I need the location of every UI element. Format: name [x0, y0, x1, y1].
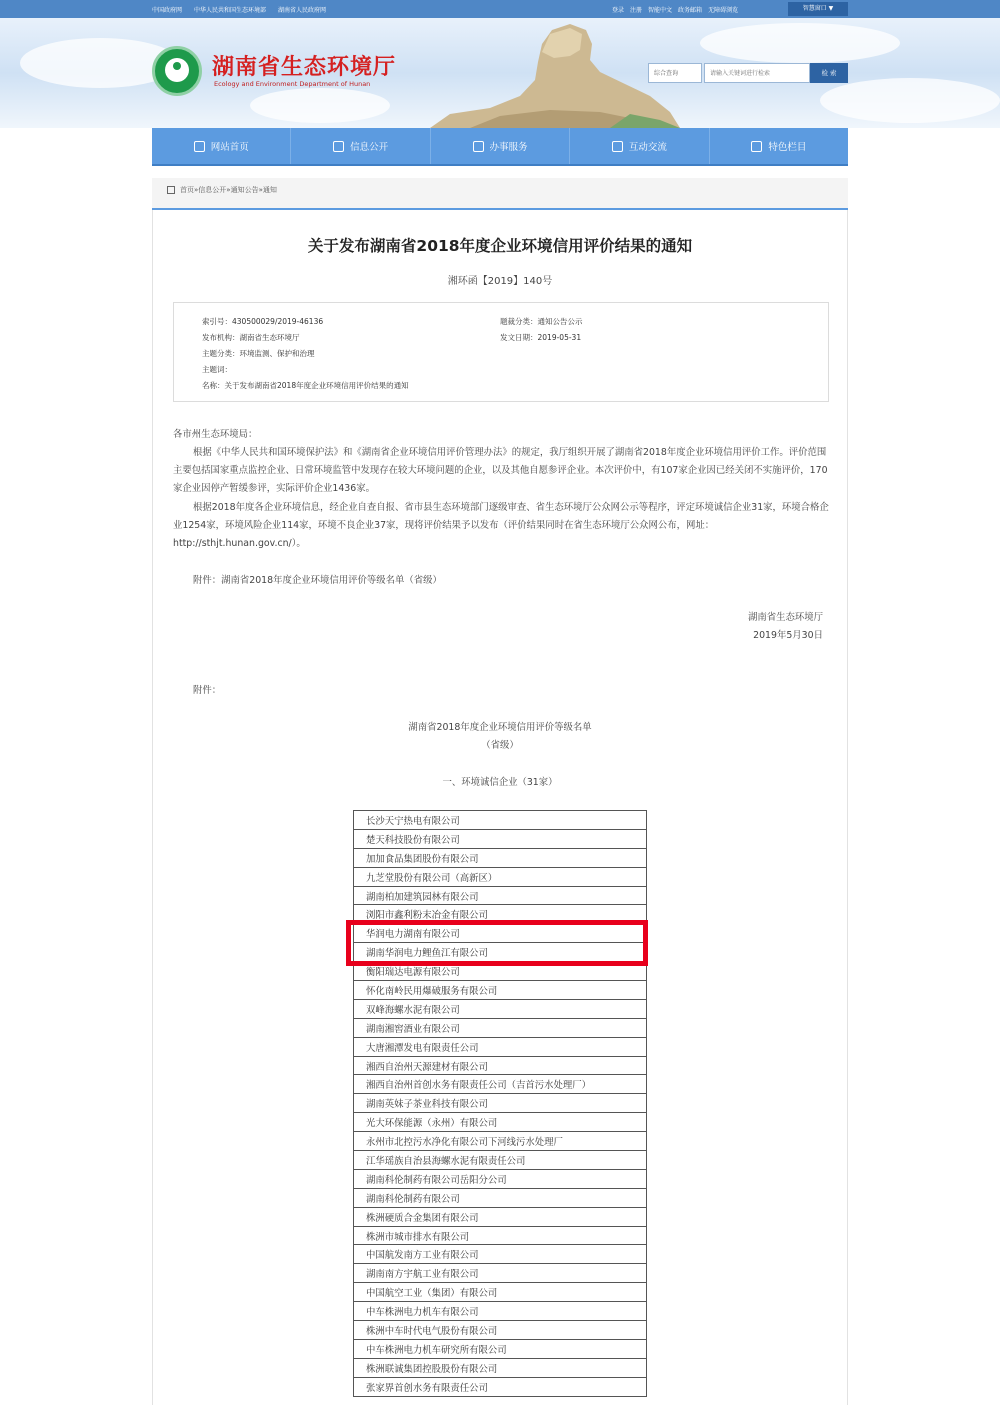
company-name: 湖南华润电力鲤鱼江有限公司	[354, 943, 647, 962]
company-name: 中车株洲电力机车有限公司	[354, 1302, 647, 1321]
nav-item-label: 互动交流	[628, 142, 667, 153]
search-scope-select[interactable]: 综合查询	[648, 63, 702, 83]
top-link[interactable]: 智能中文	[648, 7, 673, 14]
info-icon	[333, 141, 344, 152]
top-link[interactable]: 无障碍浏览	[708, 7, 739, 14]
table-row	[354, 1075, 647, 1094]
top-link[interactable]: 中国政府网	[152, 7, 183, 14]
salutation: 各市州生态环境局：	[173, 429, 258, 440]
company-name: 光大环保能源（永州）有限公司	[354, 1113, 647, 1132]
table-row	[354, 1283, 647, 1302]
home-icon[interactable]	[167, 186, 175, 194]
company-name: 浏阳市鑫利粉末冶金有限公司	[354, 905, 647, 924]
doc-number: 湘环函【2019】140号	[447, 276, 553, 287]
article-meta-box	[173, 302, 829, 402]
paragraph-2: 根据2018年度各企业环境信息，经企业自查自报、省市县生态环境部门逐级审查、省生态环境厅公众网公示等程序，评定环境诚信企业31家，环境合格企业1254家，环境风险企业114家，环境不良企业37家，现将评价结果予以发布（评价结果同时在省生态环境厅公众网公布，网址：http://sthjt.hunan.gov.cn/）。	[173, 502, 829, 549]
article-container	[152, 210, 848, 1405]
top-links-left	[152, 5, 326, 14]
table-row	[354, 1188, 647, 1207]
top-link[interactable]: 湖南省人民政府网	[278, 7, 327, 14]
table-row	[354, 1207, 647, 1226]
nav-item[interactable]	[152, 128, 291, 164]
top-link[interactable]: 登录	[612, 7, 625, 14]
table-row	[354, 1358, 647, 1377]
company-name: 湘西自治州天源建材有限公司	[354, 1056, 647, 1075]
company-name: 大唐湘潭发电有限责任公司	[354, 1037, 647, 1056]
table-row	[354, 1132, 647, 1151]
chat-icon	[612, 141, 623, 152]
company-name: 楚天科技股份有限公司	[354, 829, 647, 848]
company-name: 株洲中车时代电气股份有限公司	[354, 1321, 647, 1340]
table-row	[354, 848, 647, 867]
top-bar	[0, 0, 1000, 18]
table-row	[354, 1056, 647, 1075]
paragraph-1: 根据《中华人民共和国环境保护法》和《湖南省企业环境信用评价管理办法》的规定，我厅组织开展了湖南省2018年度企业环境信用评价工作。评价范围主要包括国家重点监控企业、日常环境监管中发现存在较大环境问题的企业，以及其他自愿参评企业。本次评价中，有107家企业因已经关闭不实施评价，170家企业因停产暂缓参评，实际评价企业1436家。	[173, 447, 828, 494]
table-row	[354, 811, 647, 830]
company-table	[353, 810, 647, 1397]
nav-item[interactable]	[431, 128, 570, 164]
list-title: 湖南省2018年度企业环境信用评价等级名单	[408, 722, 592, 733]
statue-banner-image	[430, 22, 680, 128]
table-row	[354, 829, 647, 848]
company-name: 湖南南方宇航工业有限公司	[354, 1264, 647, 1283]
company-name: 株洲市城市排水有限公司	[354, 1226, 647, 1245]
attachment-label: 附件：	[193, 685, 222, 696]
company-name: 九芝堂股份有限公司（高新区）	[354, 867, 647, 886]
company-name: 湖南英妹子茶业科技有限公司	[354, 1094, 647, 1113]
company-name: 株洲硬质合金集团有限公司	[354, 1207, 647, 1226]
nav-item[interactable]	[710, 128, 848, 164]
star-icon	[751, 141, 762, 152]
site-subtitle: Ecology and Environment Department of Hunan	[214, 80, 371, 88]
nav-item-label: 办事服务	[489, 142, 528, 153]
company-name: 华润电力湖南有限公司	[354, 924, 647, 943]
nav-item[interactable]	[291, 128, 430, 164]
company-name: 江华瑶族自治县海螺水泥有限责任公司	[354, 1151, 647, 1170]
search-bar	[648, 63, 848, 85]
meta-date: 发文日期：2019-05-31	[500, 333, 582, 342]
top-link[interactable]: 中华人民共和国生态环境部	[194, 7, 267, 14]
company-name: 永州市北控污水净化有限公司下河线污水处理厂	[354, 1132, 647, 1151]
breadcrumb-text[interactable]: 首页»信息公开»通知公告»通知	[180, 186, 277, 194]
table-row	[354, 1037, 647, 1056]
table-row	[354, 1094, 647, 1113]
company-name: 衡阳瑞达电源有限公司	[354, 962, 647, 981]
main-nav	[152, 128, 848, 166]
search-button[interactable]: 检 索	[810, 63, 848, 83]
nav-item-label: 信息公开	[350, 142, 389, 153]
company-name: 中国航空工业（集团）有限公司	[354, 1283, 647, 1302]
company-name: 中国航发南方工业有限公司	[354, 1245, 647, 1264]
table-row	[354, 1264, 647, 1283]
department-logo[interactable]	[152, 46, 202, 96]
breadcrumb	[152, 178, 848, 210]
company-name: 张家界首创水务有限责任公司	[354, 1377, 647, 1396]
top-link[interactable]: 政务邮箱	[678, 7, 703, 14]
company-name: 湖南科伦制药有限公司	[354, 1188, 647, 1207]
site-title[interactable]: 湖南省生态环境厅	[212, 55, 397, 80]
table-row	[354, 1018, 647, 1037]
table-row	[354, 886, 647, 905]
signature-date: 2019年5月30日	[753, 630, 823, 641]
table-row	[354, 1377, 647, 1396]
table-row	[354, 1302, 647, 1321]
top-link[interactable]: 注册	[630, 7, 643, 14]
meta-topic: 主题分类：环境监测、保护和治理	[202, 349, 315, 358]
meta-index-no: 索引号：430500029/2019-46136	[202, 317, 324, 326]
nav-item[interactable]	[570, 128, 709, 164]
heart-icon	[473, 141, 484, 152]
table-row	[354, 1245, 647, 1264]
company-name: 长沙天宁热电有限公司	[354, 811, 647, 830]
article-title: 关于发布湖南省2018年度企业环境信用评价结果的通知	[307, 237, 693, 255]
meta-name: 名称：关于发布湖南省2018年度企业环境信用评价结果的通知	[202, 381, 409, 390]
smart-window-dropdown[interactable]: 智慧窗口 ▼	[788, 2, 848, 16]
table-row	[354, 1113, 647, 1132]
home-icon	[194, 141, 205, 152]
table-row	[354, 1339, 647, 1358]
table-row	[354, 1321, 647, 1340]
company-name: 中车株洲电力机车研究所有限公司	[354, 1339, 647, 1358]
company-name: 湖南科伦制药有限公司岳阳分公司	[354, 1169, 647, 1188]
highlight-box	[346, 920, 648, 966]
company-name: 怀化南岭民用爆破服务有限公司	[354, 981, 647, 1000]
table-row	[354, 1151, 647, 1170]
attachment-reference[interactable]: 附件：湖南省2018年度企业环境信用评价等级名单（省级）	[193, 575, 442, 586]
table-row	[354, 1226, 647, 1245]
meta-category: 题裁分类：通知公告公示	[500, 317, 583, 326]
meta-keywords: 主题词：	[202, 365, 232, 374]
top-links-right	[612, 5, 738, 14]
table-row	[354, 999, 647, 1018]
search-input[interactable]	[704, 63, 810, 83]
signature-org: 湖南省生态环境厅	[747, 612, 823, 623]
table-row	[354, 981, 647, 1000]
section-title: 一、环境诚信企业（31家）	[442, 777, 558, 788]
company-name: 湖南柏加建筑园林有限公司	[354, 886, 647, 905]
nav-item-label: 网站首页	[210, 142, 249, 153]
company-name: 双峰海螺水泥有限公司	[354, 999, 647, 1018]
company-name: 株洲联诚集团控股股份有限公司	[354, 1358, 647, 1377]
list-subtitle: （省级）	[481, 740, 519, 751]
nav-item-label: 特色栏目	[768, 142, 807, 153]
site-header	[0, 18, 1000, 128]
company-name: 湖南湘窖酒业有限公司	[354, 1018, 647, 1037]
company-name: 加加食品集团股份有限公司	[354, 848, 647, 867]
table-row	[354, 867, 647, 886]
table-row	[354, 1169, 647, 1188]
company-name: 湘西自治州首创水务有限责任公司（吉首污水处理厂）	[354, 1075, 647, 1094]
meta-publisher: 发布机构：湖南省生态环境厅	[202, 333, 300, 342]
